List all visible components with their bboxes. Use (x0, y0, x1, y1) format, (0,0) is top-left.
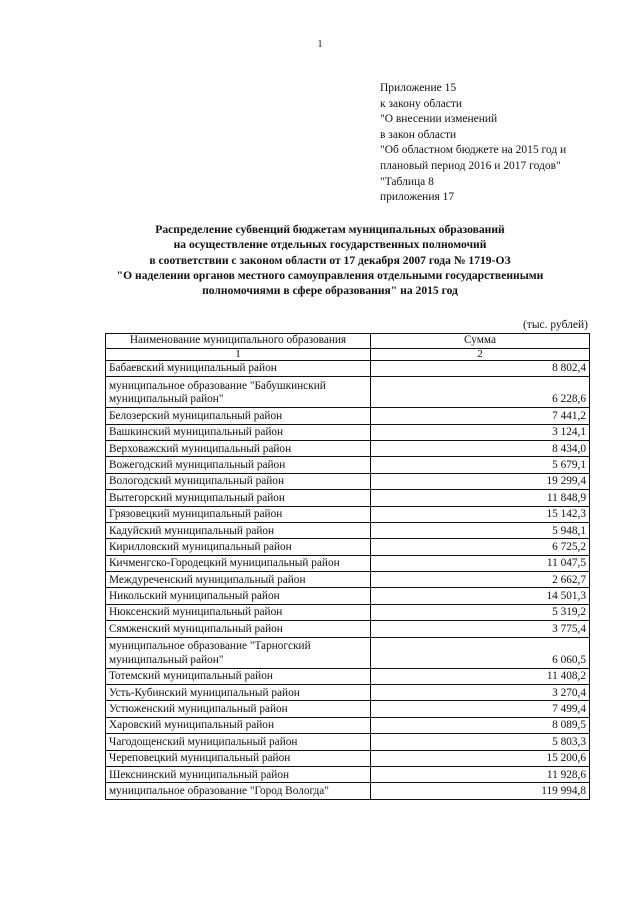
subvention-amount: 5 319,2 (371, 604, 590, 620)
municipality-name: Харовский муниципальный район (106, 717, 371, 733)
municipality-name: Тотемский муниципальный район (106, 668, 371, 684)
subvention-amount: 5 948,1 (371, 522, 590, 538)
subvention-amount: 11 848,9 (371, 490, 590, 506)
document-title (60, 222, 600, 298)
subvention-amount: 3 124,1 (371, 424, 590, 440)
subvention-amount: 119 994,8 (371, 783, 590, 799)
table-row (106, 717, 590, 733)
subvention-amount: 11 928,6 (371, 767, 590, 783)
title-line: в соответствии с законом области от 17 декабря 2007 года № 1719-ОЗ (149, 253, 511, 267)
municipality-name: муниципальное образование "Город Вологда" (106, 783, 371, 799)
subvention-amount: 14 501,3 (371, 588, 590, 604)
column-number-row (106, 348, 590, 360)
municipality-name: Междуреченский муниципальный район (106, 572, 371, 588)
appendix-reference (380, 81, 620, 206)
municipality-name: Устюженский муниципальный район (106, 701, 371, 717)
column-number: 1 (106, 348, 371, 360)
table-row (106, 750, 590, 766)
subvention-amount: 7 499,4 (371, 701, 590, 717)
table-row (106, 408, 590, 424)
subvention-amount: 3 775,4 (371, 621, 590, 637)
municipality-name: Верховажский муниципальный район (106, 440, 371, 456)
municipality-name: Усть-Кубинский муниципальный район (106, 685, 371, 701)
municipality-name: Сямженский муниципальный район (106, 621, 371, 637)
municipality-name: Шекснинский муниципальный район (106, 767, 371, 783)
subvention-amount: 6 725,2 (371, 539, 590, 555)
table-row (106, 767, 590, 783)
municipality-name: Кичменгско-Городецкий муниципальный район (106, 555, 371, 571)
table-row (106, 440, 590, 456)
table-row (106, 377, 590, 408)
table-row (106, 522, 590, 538)
municipality-name: Грязовецкий муниципальный район (106, 506, 371, 522)
subvention-amount: 15 200,6 (371, 750, 590, 766)
municipality-name: Чагодощенский муниципальный район (106, 734, 371, 750)
appendix-line: в закон области (380, 128, 457, 141)
title-line: Распределение субвенций бюджетам муниципальных образований (155, 223, 505, 236)
appendix-line: "О внесении изменений (380, 113, 498, 126)
subvention-amount: 5 803,3 (371, 734, 590, 750)
table-row (106, 490, 590, 506)
appendix-line: "Об областном бюджете на 2015 год и (380, 144, 567, 157)
column-number: 2 (371, 348, 590, 360)
municipality-name: Вытегорский муниципальный район (106, 490, 371, 506)
municipality-name: Белозерский муниципальный район (106, 408, 371, 424)
municipality-name: Череповецкий муниципальный район (106, 750, 371, 766)
municipality-name: Никольский муниципальный район (106, 588, 371, 604)
subventions-table (105, 333, 590, 800)
table-row (106, 360, 590, 376)
subvention-amount: 3 270,4 (371, 685, 590, 701)
table-row (106, 555, 590, 571)
subvention-amount: 2 662,7 (371, 572, 590, 588)
table-row (106, 783, 590, 799)
table-row (106, 734, 590, 750)
subvention-amount: 11 408,2 (371, 668, 590, 684)
table-row (106, 604, 590, 620)
table-row (106, 457, 590, 473)
table-row (106, 685, 590, 701)
table-row (106, 701, 590, 717)
title-line: "О наделении органов местного самоуправления отдельными государственными (116, 268, 544, 282)
table-row (106, 637, 590, 668)
subvention-amount: 11 047,5 (371, 555, 590, 571)
title-line: полномочиями в сфере образования" на 2015 год (202, 284, 458, 298)
subvention-amount: 6 228,6 (371, 377, 590, 408)
subvention-amount: 5 679,1 (371, 457, 590, 473)
municipality-name: Нюксенский муниципальный район (106, 604, 371, 620)
municipality-name: Вашкинский муниципальный район (106, 424, 371, 440)
table-row (106, 539, 590, 555)
table-row (106, 473, 590, 489)
municipality-name: Вологодский муниципальный район (106, 473, 371, 489)
subvention-amount: 7 441,2 (371, 408, 590, 424)
municipality-name: Вожегодский муниципальный район (106, 457, 371, 473)
appendix-line: приложения 17 (380, 191, 455, 204)
table-row (106, 506, 590, 522)
page-number: 1 (317, 39, 323, 50)
units-label: (тыс. рублей) (522, 319, 588, 331)
subvention-amount: 15 142,3 (371, 506, 590, 522)
subvention-amount: 19 299,4 (371, 473, 590, 489)
subvention-amount: 8 434,0 (371, 440, 590, 456)
title-line: на осуществление отдельных государственных полномочий (173, 238, 487, 252)
municipality-name: Кирилловский муниципальный район (106, 539, 371, 555)
table-row (106, 621, 590, 637)
table-row (106, 588, 590, 604)
appendix-line: плановый период 2016 и 2017 годов" (380, 159, 561, 172)
subvention-amount: 8 089,5 (371, 717, 590, 733)
municipality-name: Кадуйский муниципальный район (106, 522, 371, 538)
table-row (106, 668, 590, 684)
municipality-name: муниципальное образование "Бабушкинский муниципальный район" (106, 377, 371, 408)
municipality-name: Бабаевский муниципальный район (106, 360, 371, 376)
appendix-line: "Таблица 8 (380, 175, 434, 188)
column-header-name: Наименование муниципального образования (106, 334, 371, 349)
appendix-line: Приложение 15 (380, 82, 457, 94)
table-row (106, 424, 590, 440)
table-header-row (106, 334, 590, 349)
subvention-amount: 8 802,4 (371, 360, 590, 376)
municipality-name: муниципальное образование "Тарногский муниципальный район" (106, 637, 371, 668)
table-row (106, 572, 590, 588)
column-header-sum: Сумма (371, 334, 590, 349)
subvention-amount: 6 060,5 (371, 637, 590, 668)
appendix-line: к закону области (380, 97, 463, 110)
